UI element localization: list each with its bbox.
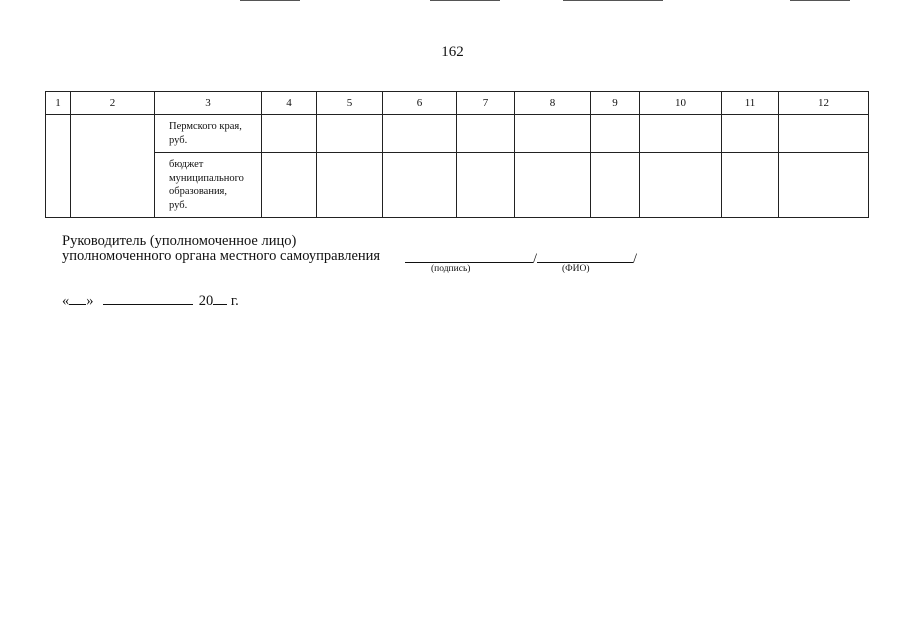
- name-blank[interactable]: [537, 248, 633, 263]
- table-cell: [779, 153, 869, 218]
- table-cell: [457, 115, 515, 153]
- signatory-line-2: уполномоченного органа местного самоуправления: [62, 248, 381, 264]
- year-blank[interactable]: [213, 292, 227, 305]
- year-prefix: 20: [198, 293, 214, 309]
- table-header-row: [46, 92, 869, 115]
- table-cell: [722, 153, 779, 218]
- label-line: руб.: [169, 134, 188, 146]
- year-suffix: г.: [230, 293, 239, 309]
- table-cell: [46, 115, 71, 218]
- column-number: 11: [722, 92, 779, 115]
- label-line: муниципального: [169, 172, 244, 184]
- table-cell: [317, 153, 383, 218]
- label-line: руб.: [169, 199, 188, 211]
- table-cell: [457, 153, 515, 218]
- label-line: образования,: [169, 186, 228, 197]
- day-blank[interactable]: [69, 292, 86, 305]
- table-cell-label: [155, 153, 262, 218]
- table-cell: [383, 153, 457, 218]
- column-number: 9: [591, 92, 640, 115]
- page-number: 162: [441, 44, 464, 60]
- table-cell: [515, 153, 591, 218]
- scan-artifact: [430, 0, 500, 1]
- table-cell: [515, 115, 591, 153]
- column-number: 12: [779, 92, 869, 115]
- column-number: 8: [515, 92, 591, 115]
- column-number: 2: [71, 92, 155, 115]
- signature-separator-end: /: [633, 251, 638, 267]
- table-row: [46, 153, 869, 218]
- label-line: Пермского края,: [169, 121, 242, 132]
- column-number: 10: [640, 92, 722, 115]
- column-number: 3: [155, 92, 262, 115]
- date-line: [62, 292, 239, 310]
- quote-close: »: [86, 293, 94, 309]
- signature-blank[interactable]: [405, 248, 533, 263]
- label-line: бюджет: [169, 159, 204, 170]
- column-number: 7: [457, 92, 515, 115]
- column-number: 6: [383, 92, 457, 115]
- table-cell: [591, 153, 640, 218]
- table-cell: [779, 115, 869, 153]
- scan-artifact: [240, 0, 300, 1]
- quote-open: «: [62, 293, 70, 309]
- table-cell: [640, 115, 722, 153]
- table-cell: [383, 115, 457, 153]
- table-cell-label: [155, 115, 262, 153]
- table-cell: [591, 115, 640, 153]
- month-blank[interactable]: [103, 292, 193, 305]
- form-table: [45, 91, 869, 218]
- signatory-title: [62, 234, 380, 264]
- column-number: 5: [317, 92, 383, 115]
- table-cell: [71, 115, 155, 218]
- scan-artifact: [563, 0, 663, 1]
- column-number: 1: [46, 92, 71, 115]
- table-cell: [640, 153, 722, 218]
- scan-artifact: [790, 0, 850, 1]
- table-cell: [262, 115, 317, 153]
- signature-separator: /: [533, 251, 538, 267]
- caption-signature: (подпись): [431, 264, 471, 274]
- table-row: [46, 115, 869, 153]
- table-cell: [722, 115, 779, 153]
- table-cell: [262, 153, 317, 218]
- table-cell: [317, 115, 383, 153]
- signatory-line-1: Руководитель (уполномоченное лицо): [62, 233, 297, 249]
- column-number: 4: [262, 92, 317, 115]
- caption-name: (ФИО): [562, 264, 590, 274]
